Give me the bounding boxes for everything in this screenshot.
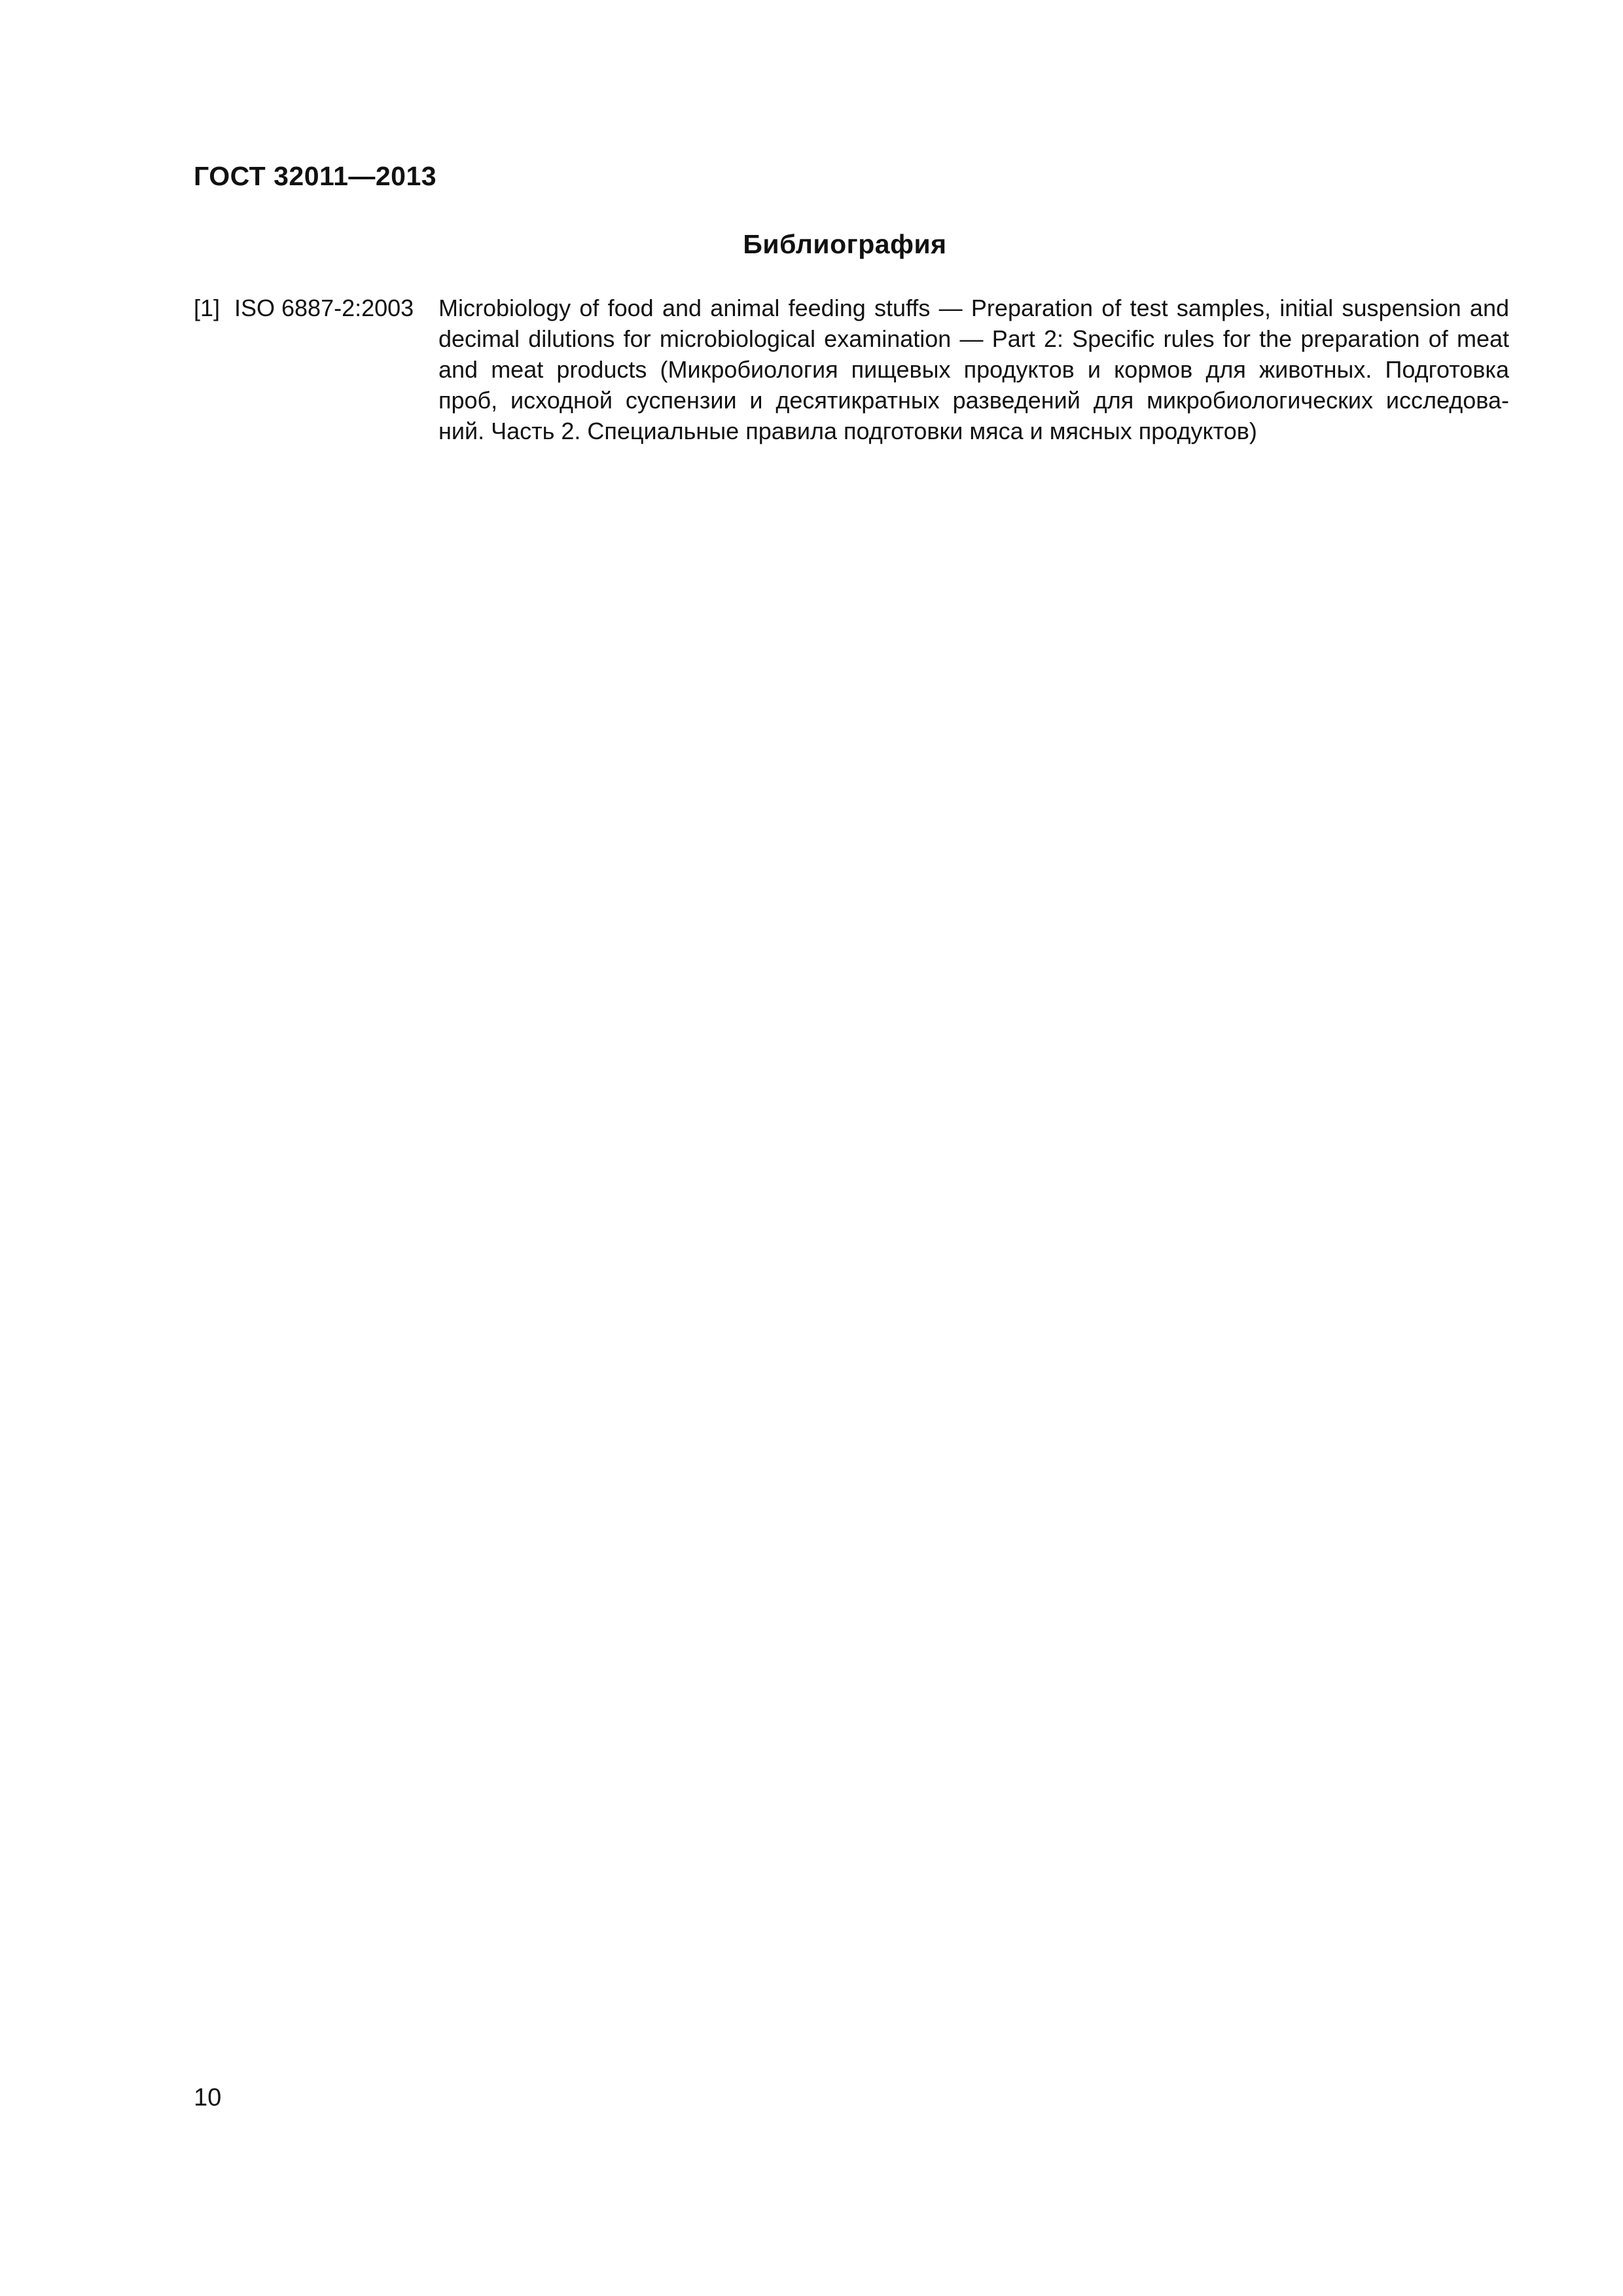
- bibliography-entry: [194, 293, 1509, 446]
- bibliography-entry-code: ISO 6887-2:2003: [234, 295, 414, 321]
- page-number: 10: [194, 2084, 222, 2111]
- bibliography-entry-number: [1]: [194, 295, 221, 321]
- standard-designation-header: ГОСТ 32011—2013: [194, 161, 437, 191]
- bibliography-text-line: проб, исходной суспензии и десятикратных разведений для микробиологических исследова-: [438, 387, 1509, 414]
- bibliography-entry-text: [438, 293, 1509, 446]
- bibliography-text-line: decimal dilutions for microbiological examination — Part 2: Specific rules for the preparation of meat: [438, 325, 1509, 352]
- section-title: Библиография: [743, 229, 947, 259]
- bibliography-text-line: ний. Часть 2. Специальные правила подготовки мяса и мясных продуктов): [438, 418, 1257, 444]
- bibliography-text-line: and meat products (Микробиология пищевых продуктов и кормов для животных. Подготовка: [438, 356, 1509, 383]
- bibliography-text-line: Microbiology of food and animal feeding stuffs — Preparation of test samples, initial suspension and: [438, 295, 1509, 321]
- bibliography-list: [194, 293, 1509, 446]
